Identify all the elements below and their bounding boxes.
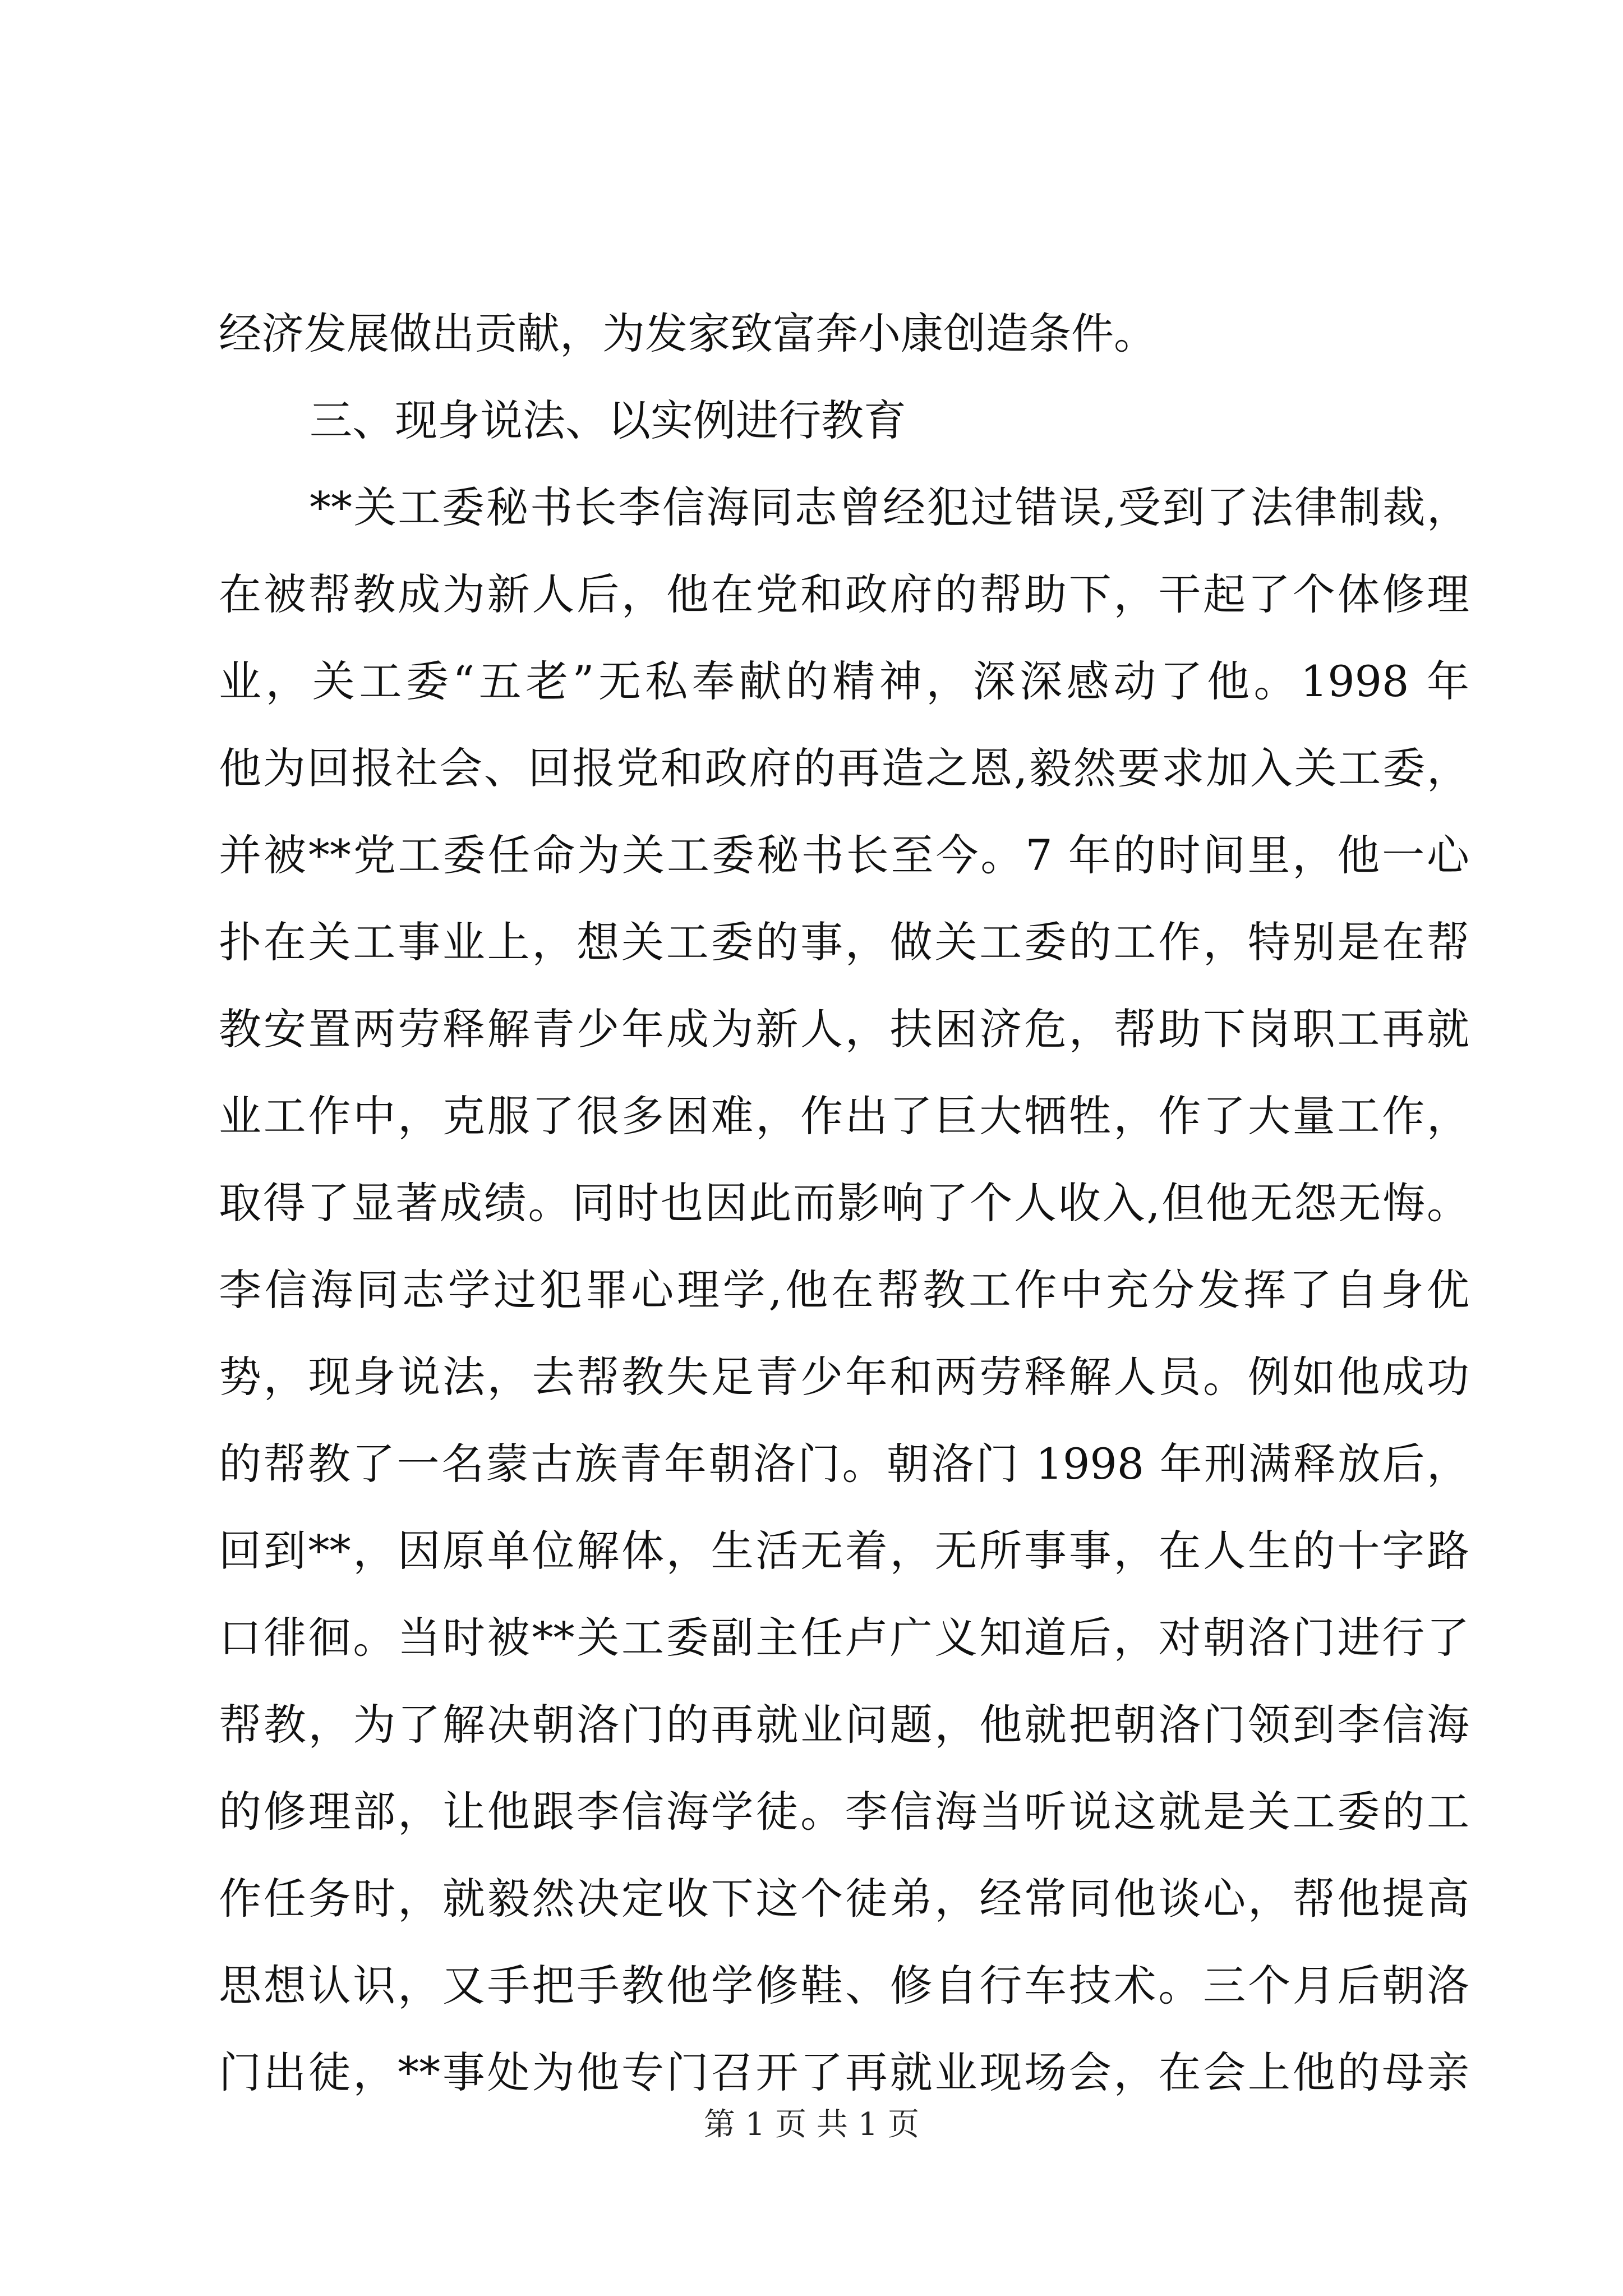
body-line-6: 他为回报社会、回报党和政府的再造之恩,毅然要求加入关工委， bbox=[219, 743, 1469, 793]
page-footer: 第 1 页 共 1 页 bbox=[703, 2106, 920, 2143]
body-line-15: 回到**，因原单位解体，生活无着，无所事事，在人生的十字路 bbox=[219, 1526, 1469, 1576]
body-line-20: 思想认识，又手把手教他学修鞋、修自行车技术。三个月后朝洛 bbox=[219, 1961, 1469, 2010]
body-line-5: 业，关工委“五老”无私奉献的精神，深深感动了他。1998 年 bbox=[219, 656, 1469, 706]
body-line-21: 门出徒，**事处为他专门召开了再就业现场会，在会上他的母亲 bbox=[219, 2047, 1469, 2097]
body-line-9: 教安置两劳释解青少年成为新人，扶困济危，帮助下岗职工再就 bbox=[219, 1004, 1469, 1054]
body-line-1: 经济发展做出贡献，为发家致富奔小康创造条件。 bbox=[219, 309, 1156, 358]
section-heading: 三、现身说法、以实例进行教育 bbox=[310, 395, 906, 445]
body-line-3: **关工委秘书长李信海同志曾经犯过错误,受到了法律制裁， bbox=[310, 482, 1469, 532]
body-line-10: 业工作中，克服了很多困难，作出了巨大牺牲，作了大量工作， bbox=[219, 1091, 1469, 1141]
body-line-14: 的帮教了一名蒙古族青年朝洛门。朝洛门 1998 年刑满释放后， bbox=[219, 1439, 1469, 1489]
body-line-4: 在被帮教成为新人后，他在党和政府的帮助下，干起了个体修理 bbox=[219, 569, 1469, 619]
body-line-12: 李信海同志学过犯罪心理学,他在帮教工作中充分发挥了自身优 bbox=[219, 1265, 1469, 1315]
body-line-7: 并被**党工委任命为关工委秘书长至今。7 年的时间里，他一心 bbox=[219, 830, 1469, 880]
body-line-16: 口徘徊。当时被**关工委副主任卢广义知道后，对朝洛门进行了 bbox=[219, 1613, 1469, 1663]
body-line-11: 取得了显著成绩。同时也因此而影响了个人收入,但他无怨无悔。 bbox=[219, 1178, 1469, 1228]
body-line-18: 的修理部，让他跟李信海学徒。李信海当听说这就是关工委的工 bbox=[219, 1787, 1469, 1837]
body-line-17: 帮教，为了解决朝洛门的再就业问题，他就把朝洛门领到李信海 bbox=[219, 1700, 1469, 1750]
body-line-19: 作任务时，就毅然决定收下这个徒弟，经常同他谈心，帮他提高 bbox=[219, 1874, 1469, 1924]
body-line-13: 势，现身说法，去帮教失足青少年和两劳释解人员。例如他成功 bbox=[219, 1352, 1469, 1402]
body-line-8: 扑在关工事业上，想关工委的事，做关工委的工作，特别是在帮 bbox=[219, 917, 1469, 967]
